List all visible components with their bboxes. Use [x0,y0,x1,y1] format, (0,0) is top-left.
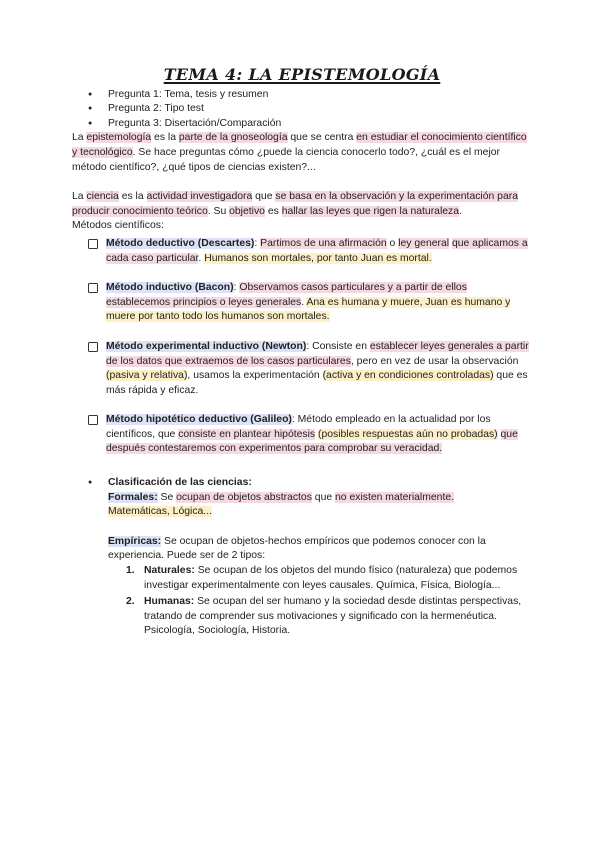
question-item: ● Pregunta 2: Tipo test [88,102,532,117]
text-run: , usamos la experimentación [187,370,323,382]
highlight-term: objetivo [229,205,265,217]
text-run: La [72,132,87,144]
text-run: es la [118,191,147,203]
empirical-section [108,535,532,564]
text-run: : Consiste en [306,340,370,352]
type-text: Se ocupan del ser humano y la sociedad desde distintas perspectivas, tratando de comprender sus motivaciones y significado con la hermenéutica. Psicología, Sociología, Historia. [144,596,522,637]
highlight-term: actividad investigadora [146,191,253,203]
highlight-term: establecer leyes generales a partir de los datos que extraemos de los casos particulares [106,340,529,367]
science-paragraph [72,190,532,219]
method-deductive [88,237,532,266]
classification-section [88,476,532,520]
text-run: que es más rápida y eficaz. [106,370,528,396]
example-highlight: (posibles respuestas aún no probadas) [318,428,498,440]
highlight-term: ley general [398,237,450,249]
question-item: ● Pregunta 1: Tema, tesis y resumen [88,88,532,103]
type-text: Se ocupan de los objetos del mundo físico (naturaleza) que podemos investigar experimentalmente con leyes causales. Química, Física, Biología... [144,565,518,591]
text-run: . [301,296,307,308]
text-run: o [386,237,399,249]
method-experimental [88,340,532,398]
method-name: Método experimental inductivo (Newton) [106,340,307,352]
empirical-label: Empíricas: [108,535,162,547]
list-item [126,595,532,639]
checkbox[interactable] [88,239,98,249]
text-run: que [252,191,276,203]
highlight-term: Observamos casos particulares y a partir de ellos establecemos principios o leyes generales [106,282,467,308]
highlight-term: que después contestaremos con experimentos para comprobar su veracidad. [106,428,518,455]
checkbox[interactable] [88,283,98,293]
type-label: Naturales: [144,565,195,577]
example-highlight: Humanos son mortales, por tanto Juan es mortal. [204,252,432,264]
text-run: Se [157,491,177,503]
document-page [72,65,532,639]
text-run: : Método empleado en la actualidad por los científicos, que [106,414,491,440]
highlight-term: no existen materialmente. [335,491,455,503]
highlight-term: se basa en la observación y la experimentación para producir conocimiento teórico [72,191,518,217]
highlight-term: epistemología [86,132,152,144]
question-list [88,88,532,132]
highlight-term: ocupan de objetos abstractos [176,491,312,503]
empirical-text: Se ocupan de objetos-hechos empíricos que podemos conocer con la experiencia. Puede ser de 2 tipos: [108,535,486,562]
list-item [126,564,532,593]
example-highlight: (pasiva y relativa) [106,370,188,382]
example-highlight: (activa y en condiciones controladas) [322,370,494,382]
highlight-term: parte de la gnoseología [178,132,288,144]
page-title: TEMA 4: LA EPISTEMOLOGÍA [163,65,441,84]
method-name: Método inductivo (Bacon) [106,282,234,294]
highlight-term: que aplicamos a cada caso particular [106,237,528,264]
highlight-term: consiste en plantear hipótesis [178,428,316,440]
method-name: Método deductivo (Descartes) [106,237,255,249]
method-hypothetico-deductive [88,413,532,457]
method-text [106,340,532,398]
list-number: 1. [126,565,135,577]
text-run: . [459,205,462,217]
text-run: . [198,252,205,264]
text-run: que [311,491,336,503]
method-inductive [88,281,532,325]
question-item: ● Pregunta 3: Disertación/Comparación [88,117,532,132]
epistemology-paragraph [72,131,532,175]
text-run: : [233,282,240,294]
classification-heading: Clasificación de las ciencias: [108,477,252,489]
text-run: . Se hace preguntas cómo ¿puede la ciencia conocerlo todo?, ¿cuál es el mejor método científico?, ¿qué tipos de ciencias existen?... [72,146,501,173]
method-text [106,413,532,457]
highlight-term: hallar las leyes que rigen la naturaleza [281,205,460,217]
checkbox[interactable] [88,415,98,425]
text-run: . Su [207,205,230,217]
method-text [106,237,532,266]
example-highlight: Matemáticas, Lógica... [108,506,212,518]
formal-label: Formales: [108,491,158,503]
highlight-term: ciencia [86,191,119,203]
empirical-types-list [126,564,532,639]
highlight-term: en estudiar el conocimiento científico y tecnológico [72,132,527,158]
method-text [106,281,532,325]
text-run: , pero en vez de usar la observación [350,355,519,367]
text-run: La [72,191,87,203]
methods-label: Métodos científicos: [72,220,164,232]
text-run: que se centra [287,132,357,144]
checkbox[interactable] [88,342,98,352]
list-number: 2. [126,596,135,608]
type-label: Humanas: [144,596,195,608]
text-run: es la [151,132,179,144]
highlight-term: Partimos de una afirmación [260,237,387,249]
text-run: : [254,237,261,249]
method-name: Método hipotético deductivo (Galileo) [106,414,292,426]
example-highlight: Ana es humana y muere, Juan es humano y muere por tanto todo los humanos son mortales. [106,296,511,323]
text-run: es [264,205,282,217]
